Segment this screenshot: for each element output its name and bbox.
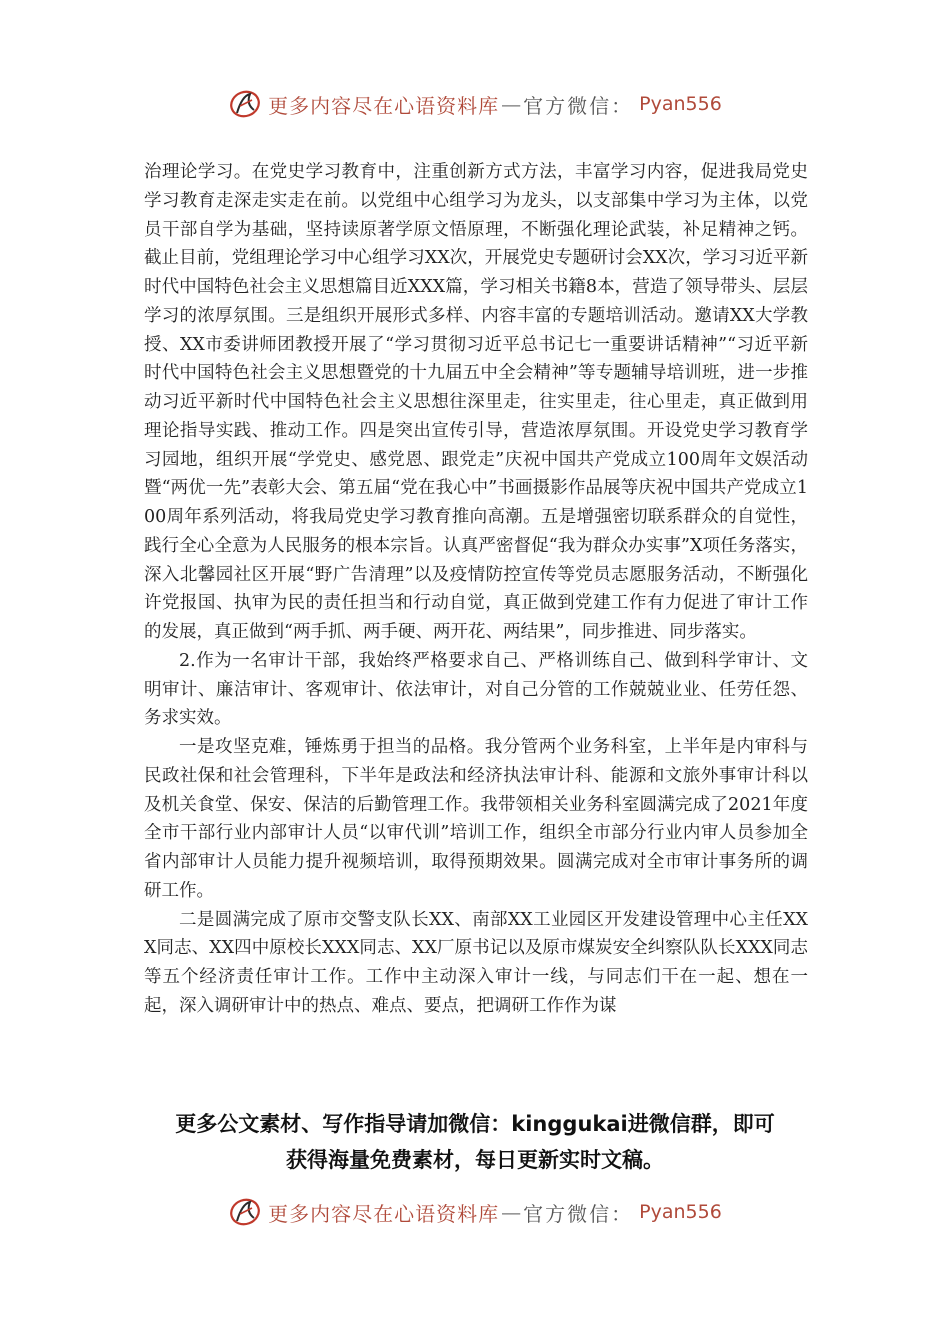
body-paragraph-2: 2.作为一名审计干部，我始终严格要求自己、严格训练自己、做到科学审计、文明审计、廉洁审计、客观审计、依法审计，对自己分管的工作兢兢业业、任劳任怨、务求实效。 (144, 650, 808, 729)
document-body (144, 158, 808, 1021)
banner-separator: — (501, 92, 522, 116)
footer-banner-separator: — (501, 1200, 522, 1224)
footer-banner-official-label: 官方微信： (523, 1201, 634, 1226)
promo-line-2: 获得海量免费素材，每日更新实时文稿。 (286, 1148, 664, 1172)
promo-notice (0, 1106, 950, 1178)
body-paragraph-3: 一是攻坚克难，锤炼勇于担当的品格。我分管两个业务科室，上半年是内审科与民政社保和社会管理科，下半年是政法和经济执法审计科、能源和文旅外事审计科以及机关食堂、保安、保洁的后勤管理工作。我带领相关业务科室圆满完成了2021年度全市干部行业内部审计人员“以审代训”培训工作，组织全市部分行业内审人员参加全省内部审计人员能力提升视频培训，取得预期效果。圆满完成对全市审计事务所的调研工作。 (144, 737, 808, 901)
header-banner (0, 84, 950, 124)
footer-banner (0, 1192, 950, 1232)
banner-title: 更多内容尽在心语资料库 (268, 93, 500, 118)
footer-banner-title: 更多内容尽在心语资料库 (268, 1201, 500, 1226)
body-paragraph-4: 二是圆满完成了原市交警支队长XX、南部XX工业园区开发建设管理中心主任XXX同志、XX四中原校长XXX同志、XX厂原书记以及原市煤炭安全纠察队队长XXX同志等五个经济责任审计工作。工作中主动深入审计一线，与同志们干在一起、想在一起，深入调研审计中的热点、难点、要点，把调研工作作为谋 (144, 909, 808, 1016)
banner-wechat-handle: Pyan556 (639, 93, 722, 115)
banner-official-label: 官方微信： (523, 93, 634, 118)
promo-line-1: 更多公文素材、写作指导请加微信：kinggukai进微信群，即可 (175, 1112, 775, 1136)
brush-signature-logo-icon (228, 1194, 264, 1230)
footer-banner-wechat-handle: Pyan556 (639, 1201, 722, 1223)
brush-signature-logo-icon (228, 86, 264, 122)
body-paragraph-1: 治理论学习。在党史学习教育中，注重创新方式方法，丰富学习内容，促进我局党史学习教育走深走实走在前。以党组中心组学习为龙头，以支部集中学习为主体，以党员干部自学为基础，坚持读原著学原文悟原理，不断强化理论武装，补足精神之钙。截止目前，党组理论学习中心组学习XX次，开展党史专题研讨会XX次，学习习近平新时代中国特色社会主义思想篇目近XXX篇，学习相关书籍8本，营造了领导带头、层层学习的浓厚氛围。三是组织开展形式多样、内容丰富的专题培训活动。邀请XX大学教授、XX市委讲师团教授开展了“学习贯彻习近平总书记七一重要讲话精神”“习近平新时代中国特色社会主义思想暨党的十九届五中全会精神”等专题辅导培训班，进一步推动习近平新时代中国特色社会主义思想往深里走，往实里走，往心里走，真正做到用理论指导实践、推动工作。四是突出宣传引导，营造浓厚氛围。开设党史学习教育学习园地，组织开展“学党史、感党恩、跟党走”庆祝中国共产党成立100周年文娱活动暨“两优一先”表彰大会、第五届“党在我心中”书画摄影作品展等庆祝中国共产党成立100周年系列活动，将我局党史学习教育推向高潮。五是增强密切联系群众的自觉性，践行全心全意为人民服务的根本宗旨。认真严密督促“我为群众办实事”X项任务落实，深入北馨园社区开展“野广告清理”以及疫情防控宣传等党员志愿服务活动，不断强化许党报国、执审为民的责任担当和行动自觉，真正做到党建工作有力促进了审计工作的发展，真正做到“两手抓、两手硬、两开花、两结果”，同步推进、同步落实。 (144, 162, 808, 642)
